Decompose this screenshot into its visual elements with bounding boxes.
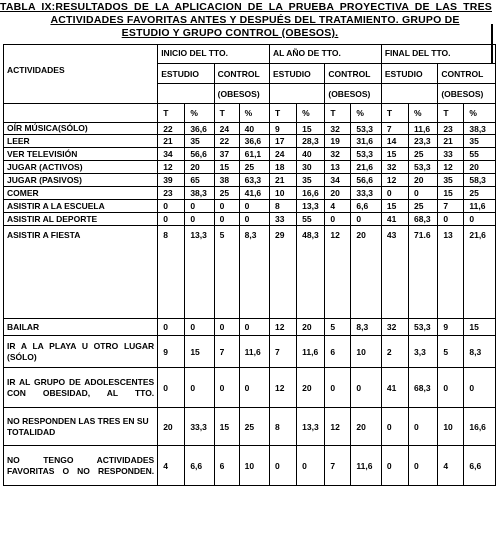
- count-cell: 0: [438, 213, 464, 226]
- count-cell: 0: [158, 319, 185, 336]
- count-cell: 9: [438, 319, 464, 336]
- count-cell: 32: [381, 161, 408, 174]
- percent-cell: 20: [351, 408, 381, 446]
- percent-cell: 0: [185, 200, 214, 213]
- percent-cell: 56,6: [351, 174, 381, 187]
- t-header: T: [158, 104, 185, 123]
- activity-label: COMER: [4, 187, 158, 200]
- table-row: [4, 161, 496, 174]
- table-title: [0, 1, 500, 40]
- header-row-t-pct: [4, 104, 496, 123]
- count-cell: 41: [381, 213, 408, 226]
- count-cell: 35: [438, 174, 464, 187]
- group-control: CONTROL: [438, 64, 496, 84]
- percent-cell: 13,3: [297, 408, 325, 446]
- percent-cell: 0: [185, 368, 214, 408]
- percent-cell: 8,3: [464, 336, 496, 368]
- count-cell: 24: [214, 123, 239, 135]
- t-header: T: [438, 104, 464, 123]
- percent-cell: 41,6: [239, 187, 269, 200]
- percent-cell: 11,6: [464, 200, 496, 213]
- table-row: [4, 213, 496, 226]
- count-cell: 21: [270, 174, 297, 187]
- count-cell: 32: [325, 148, 351, 161]
- count-cell: 15: [438, 187, 464, 200]
- percent-cell: 10: [351, 336, 381, 368]
- count-cell: 2: [381, 336, 408, 368]
- percent-cell: 8,3: [351, 319, 381, 336]
- table-row: [4, 187, 496, 200]
- group-estudio: ESTUDIO: [381, 64, 437, 84]
- count-cell: 15: [214, 408, 239, 446]
- count-cell: 15: [381, 148, 408, 161]
- title-line-1: TABLA IX:RESULTADOS DE LA APLICACION DE LA PRUEBA PROYECTIVA DE LAS TRES: [0, 1, 492, 13]
- percent-cell: 11,6: [297, 336, 325, 368]
- percent-cell: 38,3: [464, 123, 496, 135]
- count-cell: 19: [325, 135, 351, 148]
- percent-cell: 36,6: [239, 135, 269, 148]
- t-header: T: [214, 104, 239, 123]
- header-row-periods: [4, 45, 496, 64]
- percent-cell: 0: [409, 187, 438, 200]
- percent-cell: 6,6: [185, 446, 214, 486]
- count-cell: 0: [214, 319, 239, 336]
- percent-cell: 0: [409, 408, 438, 446]
- actividades-header-cell: [4, 45, 158, 104]
- count-cell: 33: [438, 148, 464, 161]
- percent-cell: 20: [464, 161, 496, 174]
- count-cell: 37: [214, 148, 239, 161]
- count-cell: 21: [158, 135, 185, 148]
- count-cell: 12: [270, 368, 297, 408]
- table-row: [4, 123, 496, 135]
- percent-cell: 13,3: [297, 200, 325, 213]
- count-cell: 12: [325, 408, 351, 446]
- group-estudio-blank: [158, 84, 214, 104]
- count-cell: 0: [381, 408, 408, 446]
- percent-cell: 0: [185, 319, 214, 336]
- count-cell: 10: [270, 187, 297, 200]
- percent-cell: 35: [297, 174, 325, 187]
- percent-cell: 6,6: [464, 446, 496, 486]
- percent-cell: 63,3: [239, 174, 269, 187]
- count-cell: 41: [381, 368, 408, 408]
- count-cell: 32: [381, 319, 408, 336]
- percent-cell: 20: [297, 319, 325, 336]
- percent-cell: 30: [297, 161, 325, 174]
- count-cell: 34: [158, 148, 185, 161]
- percent-cell: 0: [239, 200, 269, 213]
- percent-cell: 71.6: [409, 226, 438, 319]
- percent-cell: 28,3: [297, 135, 325, 148]
- percent-cell: 25: [409, 148, 438, 161]
- table-row: [4, 408, 496, 446]
- percent-cell: 6,6: [351, 200, 381, 213]
- count-cell: 7: [438, 200, 464, 213]
- percent-cell: 0: [351, 368, 381, 408]
- count-cell: 6: [325, 336, 351, 368]
- percent-cell: 0: [409, 446, 438, 486]
- pct-header: %: [239, 104, 269, 123]
- activity-label: JUGAR (PASIVOS): [4, 174, 158, 187]
- count-cell: 0: [158, 200, 185, 213]
- percent-cell: 36,6: [185, 123, 214, 135]
- percent-cell: 0: [464, 213, 496, 226]
- activity-label: OÍR MÚSICA(SÓLO): [4, 123, 158, 135]
- activity-label: NO RESPONDEN LAS TRES EN SU TOTALIDAD: [4, 408, 158, 446]
- percent-cell: 11,6: [239, 336, 269, 368]
- percent-cell: 53,3: [409, 161, 438, 174]
- count-cell: 14: [381, 135, 408, 148]
- table-body: [4, 123, 496, 486]
- count-cell: 9: [270, 123, 297, 135]
- group-estudio-blank: [381, 84, 437, 104]
- count-cell: 0: [325, 368, 351, 408]
- percent-cell: 21,6: [351, 161, 381, 174]
- count-cell: 20: [325, 187, 351, 200]
- count-cell: 5: [325, 319, 351, 336]
- group-estudio: ESTUDIO: [270, 64, 325, 84]
- count-cell: 8: [270, 200, 297, 213]
- t-header: T: [325, 104, 351, 123]
- count-cell: 5: [438, 336, 464, 368]
- count-cell: 33: [270, 213, 297, 226]
- percent-cell: 35: [464, 135, 496, 148]
- percent-cell: 68,3: [409, 213, 438, 226]
- count-cell: 13: [438, 226, 464, 319]
- count-cell: 0: [381, 187, 408, 200]
- percent-cell: 20: [409, 174, 438, 187]
- group-control: CONTROL: [214, 64, 269, 84]
- percent-cell: 53,3: [409, 319, 438, 336]
- count-cell: 10: [438, 408, 464, 446]
- percent-cell: 15: [185, 336, 214, 368]
- table-row: [4, 336, 496, 368]
- count-cell: 12: [438, 161, 464, 174]
- count-cell: 24: [270, 148, 297, 161]
- percent-cell: 0: [185, 213, 214, 226]
- pct-header: %: [351, 104, 381, 123]
- percent-cell: 16,6: [297, 187, 325, 200]
- percent-cell: 61,1: [239, 148, 269, 161]
- activity-label: VER TELEVISIÓN: [4, 148, 158, 161]
- count-cell: 0: [325, 213, 351, 226]
- table-row: [4, 446, 496, 486]
- period-header-al-ano: AL AÑO DE TTO.: [270, 45, 382, 64]
- table-row: [4, 148, 496, 161]
- period-header-inicio: INICIO DEL TTO.: [158, 45, 270, 64]
- percent-cell: 25: [464, 187, 496, 200]
- table-row: [4, 319, 496, 336]
- count-cell: 12: [381, 174, 408, 187]
- percent-cell: 48,3: [297, 226, 325, 319]
- activity-label: IR A LA PLAYA U OTRO LUGAR (SÓLO): [4, 336, 158, 368]
- count-cell: 38: [214, 174, 239, 187]
- group-estudio-blank: [270, 84, 325, 104]
- actividades-header: ACTIVIDADES: [7, 65, 65, 75]
- percent-cell: 15: [464, 319, 496, 336]
- percent-cell: 13,3: [185, 226, 214, 319]
- table-row: [4, 226, 496, 319]
- percent-cell: 38,3: [185, 187, 214, 200]
- percent-cell: 55: [297, 213, 325, 226]
- group-obesos: (OBESOS): [214, 84, 269, 104]
- percent-cell: 31,6: [351, 135, 381, 148]
- count-cell: 12: [325, 226, 351, 319]
- count-cell: 4: [438, 446, 464, 486]
- table-row: [4, 135, 496, 148]
- count-cell: 23: [438, 123, 464, 135]
- activity-label: IR AL GRUPO DE ADOLESCENTES CON OBESIDAD, AL TTO.: [4, 368, 158, 408]
- table-row: [4, 368, 496, 408]
- pct-header: %: [409, 104, 438, 123]
- percent-cell: 20: [185, 161, 214, 174]
- count-cell: 7: [325, 446, 351, 486]
- pct-header: %: [297, 104, 325, 123]
- count-cell: 0: [438, 368, 464, 408]
- percent-cell: 56,6: [185, 148, 214, 161]
- count-cell: 22: [214, 135, 239, 148]
- activity-label: NO TENGO ACTIVIDADES FAVORITAS O NO RESPONDEN.: [4, 446, 158, 486]
- count-cell: 15: [214, 161, 239, 174]
- percent-cell: 11,6: [409, 123, 438, 135]
- count-cell: 0: [270, 446, 297, 486]
- group-obesos: (OBESOS): [325, 84, 382, 104]
- group-control: CONTROL: [325, 64, 382, 84]
- percent-cell: 20: [297, 368, 325, 408]
- count-cell: 13: [325, 161, 351, 174]
- count-cell: 29: [270, 226, 297, 319]
- group-obesos: (OBESOS): [438, 84, 496, 104]
- title-line-2: ACTIVIDADES FAVORITAS ANTES Y DESPUÉS DEL TRATAMIENTO. GRUPO DE: [50, 14, 460, 26]
- count-cell: 9: [158, 336, 185, 368]
- activity-label: ASISTIR AL DEPORTE: [4, 213, 158, 226]
- percent-cell: 3,3: [409, 336, 438, 368]
- percent-cell: 40: [297, 148, 325, 161]
- count-cell: 43: [381, 226, 408, 319]
- percent-cell: 20: [351, 226, 381, 319]
- percent-cell: 0: [239, 213, 269, 226]
- group-estudio: ESTUDIO: [158, 64, 214, 84]
- percent-cell: 53,3: [351, 123, 381, 135]
- table-row: [4, 200, 496, 213]
- count-cell: 12: [158, 161, 185, 174]
- count-cell: 7: [270, 336, 297, 368]
- count-cell: 4: [158, 446, 185, 486]
- percent-cell: 25: [409, 200, 438, 213]
- table-row: [4, 174, 496, 187]
- percent-cell: 0: [239, 368, 269, 408]
- activity-label: ASISTIR A FIESTA: [4, 226, 158, 319]
- percent-cell: 33,3: [185, 408, 214, 446]
- percent-cell: 65: [185, 174, 214, 187]
- count-cell: 32: [325, 123, 351, 135]
- count-cell: 0: [214, 368, 239, 408]
- count-cell: 4: [325, 200, 351, 213]
- t-header: T: [381, 104, 408, 123]
- percent-cell: 40: [239, 123, 269, 135]
- count-cell: 20: [158, 408, 185, 446]
- count-cell: 0: [214, 213, 239, 226]
- activity-label: JUGAR (ACTIVOS): [4, 161, 158, 174]
- count-cell: 34: [325, 174, 351, 187]
- percent-cell: 0: [239, 319, 269, 336]
- blank-header-cell: [4, 104, 158, 123]
- percent-cell: 58,3: [464, 174, 496, 187]
- pct-header: %: [464, 104, 496, 123]
- percent-cell: 8,3: [239, 226, 269, 319]
- count-cell: 23: [158, 187, 185, 200]
- percent-cell: 33,3: [351, 187, 381, 200]
- percent-cell: 10: [239, 446, 269, 486]
- activity-label: BAILAR: [4, 319, 158, 336]
- percent-cell: 15: [297, 123, 325, 135]
- count-cell: 6: [214, 446, 239, 486]
- percent-cell: 0: [297, 446, 325, 486]
- percent-cell: 11,6: [351, 446, 381, 486]
- count-cell: 18: [270, 161, 297, 174]
- count-cell: 5: [214, 226, 239, 319]
- percent-cell: 21,6: [464, 226, 496, 319]
- count-cell: 39: [158, 174, 185, 187]
- period-header-final: FINAL DEL TTO.: [381, 45, 495, 64]
- percent-cell: 25: [239, 161, 269, 174]
- count-cell: 22: [158, 123, 185, 135]
- pct-header: %: [185, 104, 214, 123]
- t-header: T: [270, 104, 297, 123]
- count-cell: 0: [214, 200, 239, 213]
- count-cell: 0: [158, 213, 185, 226]
- activity-label: ASISTIR A LA ESCUELA: [4, 200, 158, 213]
- count-cell: 12: [270, 319, 297, 336]
- count-cell: 25: [214, 187, 239, 200]
- count-cell: 7: [214, 336, 239, 368]
- percent-cell: 68,3: [409, 368, 438, 408]
- count-cell: 15: [381, 200, 408, 213]
- percent-cell: 35: [185, 135, 214, 148]
- count-cell: 8: [270, 408, 297, 446]
- count-cell: 21: [438, 135, 464, 148]
- activity-label: LEER: [4, 135, 158, 148]
- percent-cell: 0: [464, 368, 496, 408]
- count-cell: 7: [381, 123, 408, 135]
- count-cell: 8: [158, 226, 185, 319]
- count-cell: 0: [158, 368, 185, 408]
- percent-cell: 23,3: [409, 135, 438, 148]
- count-cell: 17: [270, 135, 297, 148]
- percent-cell: 25: [239, 408, 269, 446]
- results-table: [3, 44, 496, 486]
- title-line-3: ESTUDIO Y GRUPO CONTROL (OBESOS).: [121, 27, 339, 39]
- percent-cell: 55: [464, 148, 496, 161]
- percent-cell: 16,6: [464, 408, 496, 446]
- count-cell: 0: [381, 446, 408, 486]
- percent-cell: 53,3: [351, 148, 381, 161]
- percent-cell: 0: [351, 213, 381, 226]
